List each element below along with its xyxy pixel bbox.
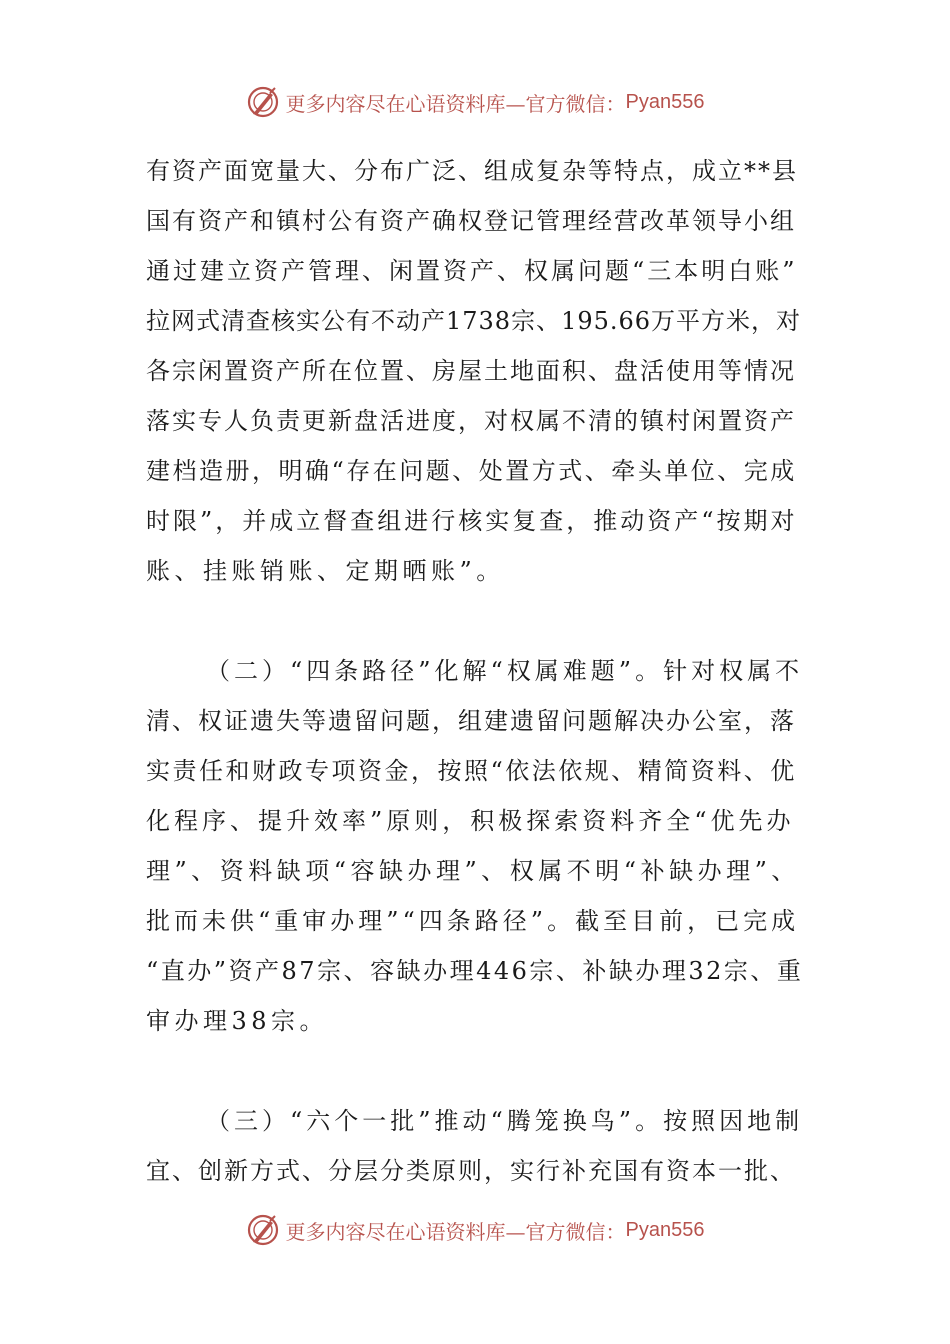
- watermark-banner-top: [0, 80, 950, 124]
- text-line: 建档造册，明确“存在问题、处置方式、牵头单位、完成: [146, 457, 797, 485]
- paragraph: [146, 646, 806, 1046]
- text-line: 化程序、提升效率”原则，积极探索资料齐全“优先办: [146, 807, 795, 835]
- text-line: 账、挂账销账、定期晒账”。: [146, 557, 505, 585]
- paragraph-gap: [146, 1046, 806, 1096]
- banner-text: 更多内容尽在心语资料库—官方微信：: [285, 1219, 626, 1244]
- text-line: 清、权证遗失等遗留问题，组建遗留问题解决办公室，落: [146, 707, 796, 735]
- text-line: 审办理38宗。: [146, 1007, 329, 1035]
- pen-in-circle-icon: [246, 85, 280, 119]
- text-line: 落实专人负责更新盘活进度，对权属不清的镇村闲置资产: [146, 407, 796, 435]
- text-line: 宜、创新方式、分层分类原则，实行补充国有资本一批、: [146, 1157, 796, 1185]
- banner-text: 更多内容尽在心语资料库—官方微信：: [285, 91, 626, 116]
- text-line: 国有资产和镇村公有资产确权登记管理经营改革领导小组: [146, 207, 796, 235]
- text-line: 有资产面宽量大、分布广泛、组成复杂等特点，成立**县: [146, 157, 798, 185]
- text-line: “直办”资产87宗、容缺办理446宗、补缺办理32宗、重: [146, 957, 804, 985]
- paragraph-gap: [146, 596, 806, 646]
- text-line: 拉网式清查核实公有不动产1738宗、195.66万平方米，对: [146, 307, 802, 335]
- document-body: [146, 146, 806, 1196]
- watermark-banner-bottom: [0, 1208, 950, 1252]
- pen-in-circle-icon: [246, 1213, 280, 1247]
- text-line: 实责任和财政专项资金，按照“依法依规、精简资料、优: [146, 757, 797, 785]
- paragraph: [146, 1096, 806, 1196]
- banner-wechat-id: Pyan556: [625, 1218, 705, 1241]
- text-line: 批而未供“重审办理”“四条路径”。截至目前，已完成: [146, 907, 800, 935]
- text-line: 各宗闲置资产所在位置、房屋土地面积、盘活使用等情况: [146, 357, 796, 385]
- text-line: （二）“四条路径”化解“权属难题”。针对权属不: [206, 657, 804, 685]
- banner-wechat-id: Pyan556: [625, 90, 705, 113]
- text-line: 时限”，并成立督查组进行核实复查，推动资产“按期对: [146, 507, 798, 535]
- text-line: 理”、资料缺项“容缺办理”、权属不明“补缺办理”、: [146, 857, 800, 885]
- text-line: 通过建立资产管理、闲置资产、权属问题“三本明白账”: [146, 257, 798, 285]
- paragraph: [146, 146, 806, 596]
- text-line: （三）“六个一批”推动“腾笼换鸟”。按照因地制: [206, 1107, 804, 1135]
